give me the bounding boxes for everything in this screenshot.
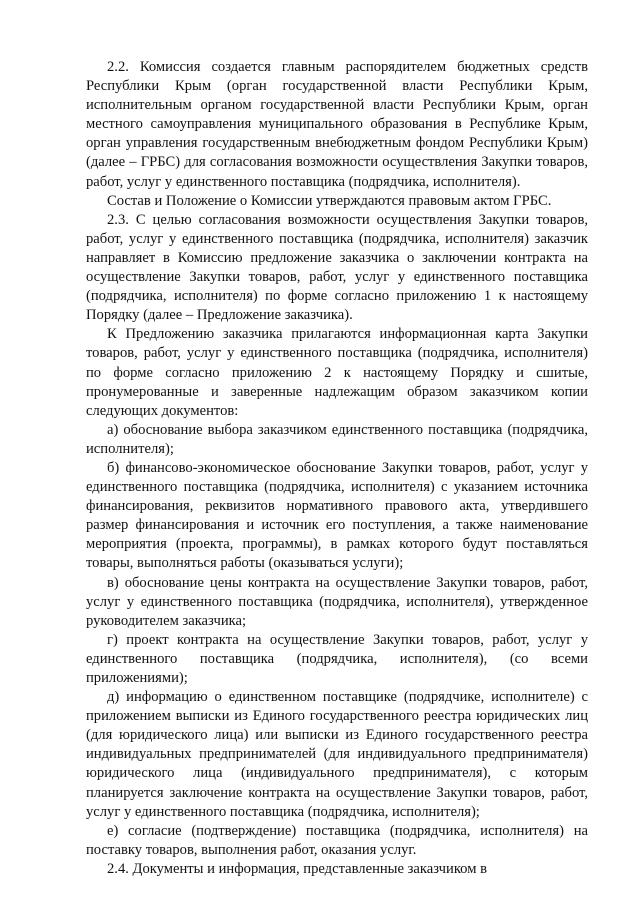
document-page <box>86 58 588 879</box>
list-item-v: в) обоснование цены контракта на осуществление Закупки товаров, работ, услуг у единственного поставщика (подрядчика, исполнителя), утвержденное руководителем заказчика; <box>86 574 588 629</box>
list-item-a: а) обоснование выбора заказчиком единственного поставщика (подрядчика, исполнителя); <box>86 421 588 457</box>
paragraph-commission-composition: Состав и Положение о Комиссии утверждаются правовым актом ГРБС. <box>107 192 552 209</box>
paragraph-2-2: 2.2. Комиссия создается главным распорядителем бюджетных средств Республики Крым (орган государственной власти Республики Крым, исполнительным органом государственной власти Республики Крым, орган местного самоуправления муниципального образования в Республике Крым, орган управления государственным внебюджетным фондом Республики Крым) (далее – ГРБС) для согласования возможности осуществления Закупки товаров, работ, услуг у единственного поставщика (подрядчика, исполнителя). <box>86 59 588 190</box>
list-item-e: е) согласие (подтверждение) поставщика (подрядчика, исполнителя) на поставку товаров, выполнения работ, оказания услуг. <box>86 822 588 858</box>
paragraph-2-4: 2.4. Документы и информация, представленные заказчиком в <box>107 860 487 877</box>
list-item-d: д) информацию о единственном поставщике (подрядчике, исполнителе) с приложением выписки из Единого государственного реестра юридических лиц (для юридического лица) или выписки из Единого государственного реестра индивидуальных предпринимателей (для индивидуального предпринимателя) юридического лица (индивидуального предпринимателя), с которым планируется заключение контракта на осуществление Закупки товаров, работ, услуг у единственного поставщика (подрядчика, исполнителя); <box>86 689 588 820</box>
list-item-g: г) проект контракта на осуществление Закупки товаров, работ, услуг у единственного поставщика (подрядчика, исполнителя), (со всеми приложениями); <box>86 631 588 686</box>
paragraph-attachments-intro: К Предложению заказчика прилагаются информационная карта Закупки товаров, работ, услуг у единственного поставщика (подрядчика, исполнителя) по форме согласно приложению 2 к настоящему Порядку и сшитые, пронумерованные и заверенные надлежащим образом заказчиком копии следующих документов: <box>86 326 588 419</box>
list-item-b: б) финансово-экономическое обоснование Закупки товаров, работ, услуг у единственного поставщика (подрядчика, исполнителя) с указанием источника финансирования, реквизитов нормативного правового акта, утвердившего размер финансирования и источник его поступления, а также наименование мероприятия (проекта, программы), в рамках которого будут поставляться товары, выполняться работы (оказываться услуги); <box>86 459 588 572</box>
paragraph-2-3: 2.3. С целью согласования возможности осуществления Закупки товаров, работ, услуг у единственного поставщика (подрядчика, исполнителя) заказчик направляет в Комиссию предложение заказчика о заключении контракта на осуществление Закупки товаров, работ, услуг у единственного поставщика (подрядчика, исполнителя) по форме согласно приложению 1 к настоящему Порядку (далее – Предложение заказчика). <box>86 211 588 324</box>
